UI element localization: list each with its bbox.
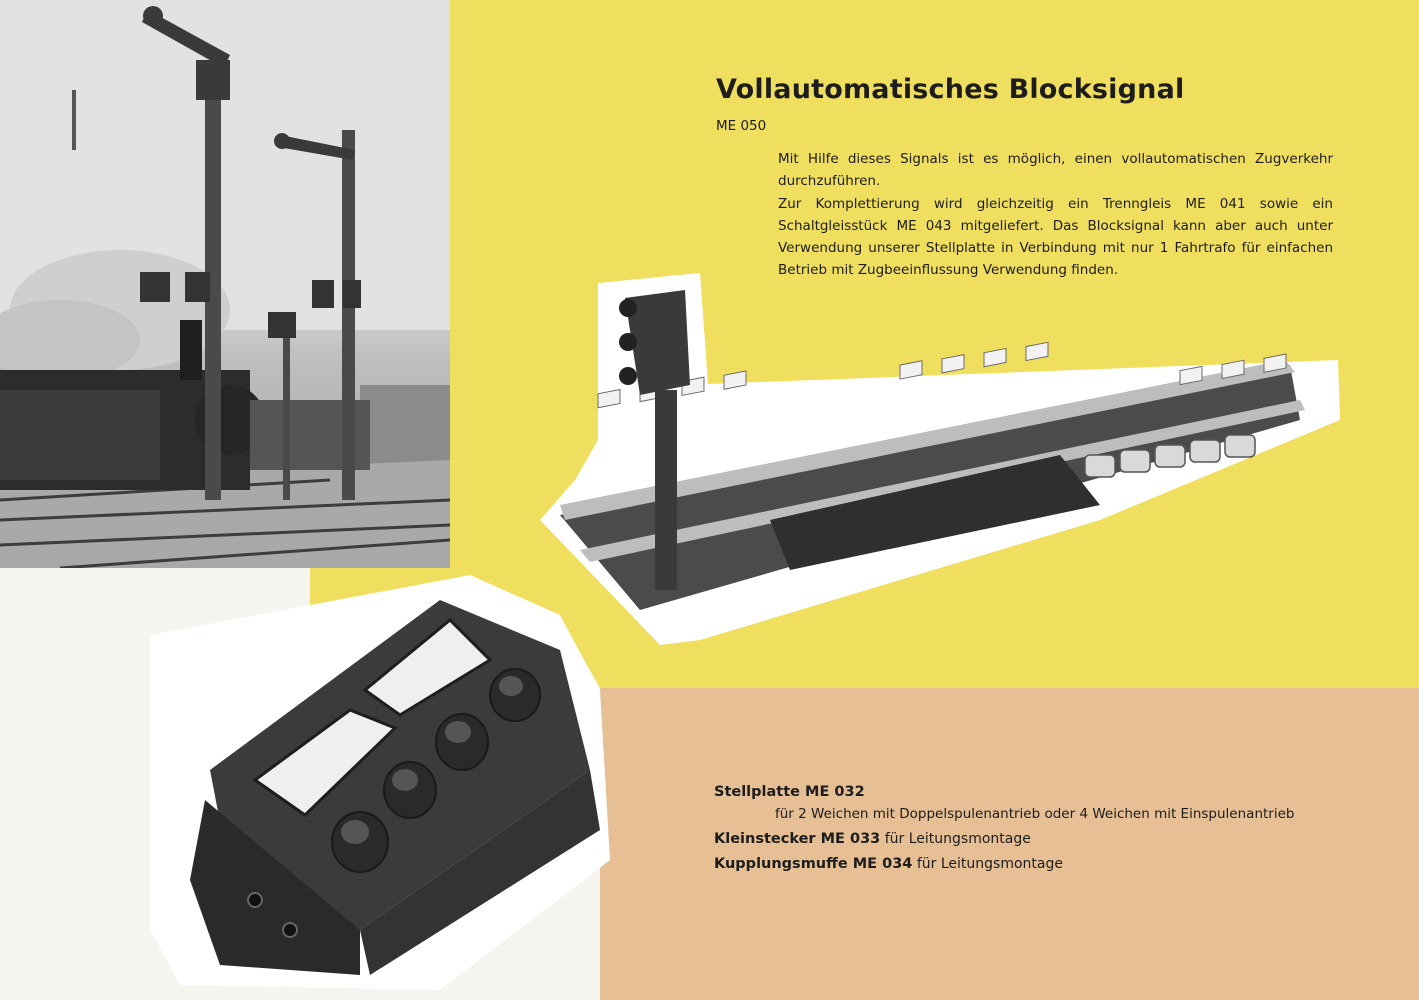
product-stellplatte-text: für 2 Weichen mit Doppelspulenantrieb oder 4 Weichen mit Einspulenantrieb (775, 806, 1295, 822)
product-kupplungsmuffe (714, 856, 1063, 872)
product-stellplatte-name (714, 784, 865, 800)
product-name: Kleinstecker ME 033 (714, 831, 881, 847)
page-title: Vollautomatisches Blocksignal (716, 74, 1185, 105)
product-name: Kupplungsmuffe ME 034 (714, 856, 913, 872)
product-text: für Leitungsmontage (884, 831, 1031, 847)
description-paragraph-1: Mit Hilfe dieses Signals ist es möglich, einen vollautomatischen Zugverkehr durchzuführen. (778, 151, 1333, 189)
product-code: ME 050 (716, 118, 767, 134)
description-paragraph-2: Zur Komplettierung wird gleichzeitig ein Trenngleis ME 041 sowie ein Schaltgleisstück ME 043 mitgeliefert. Das Blocksignal kann aber auch unter Verwendung unserer Stellplatte in Verbindung mit nur 1 Fahrtrafo für einfachen Betrieb mit Zugbeeinflussung Verwendung finden. (778, 196, 1333, 278)
product-kleinstecker (714, 831, 1031, 847)
product-text: für Leitungsmontage (916, 856, 1063, 872)
product-name: Stellplatte ME 032 (714, 784, 865, 800)
